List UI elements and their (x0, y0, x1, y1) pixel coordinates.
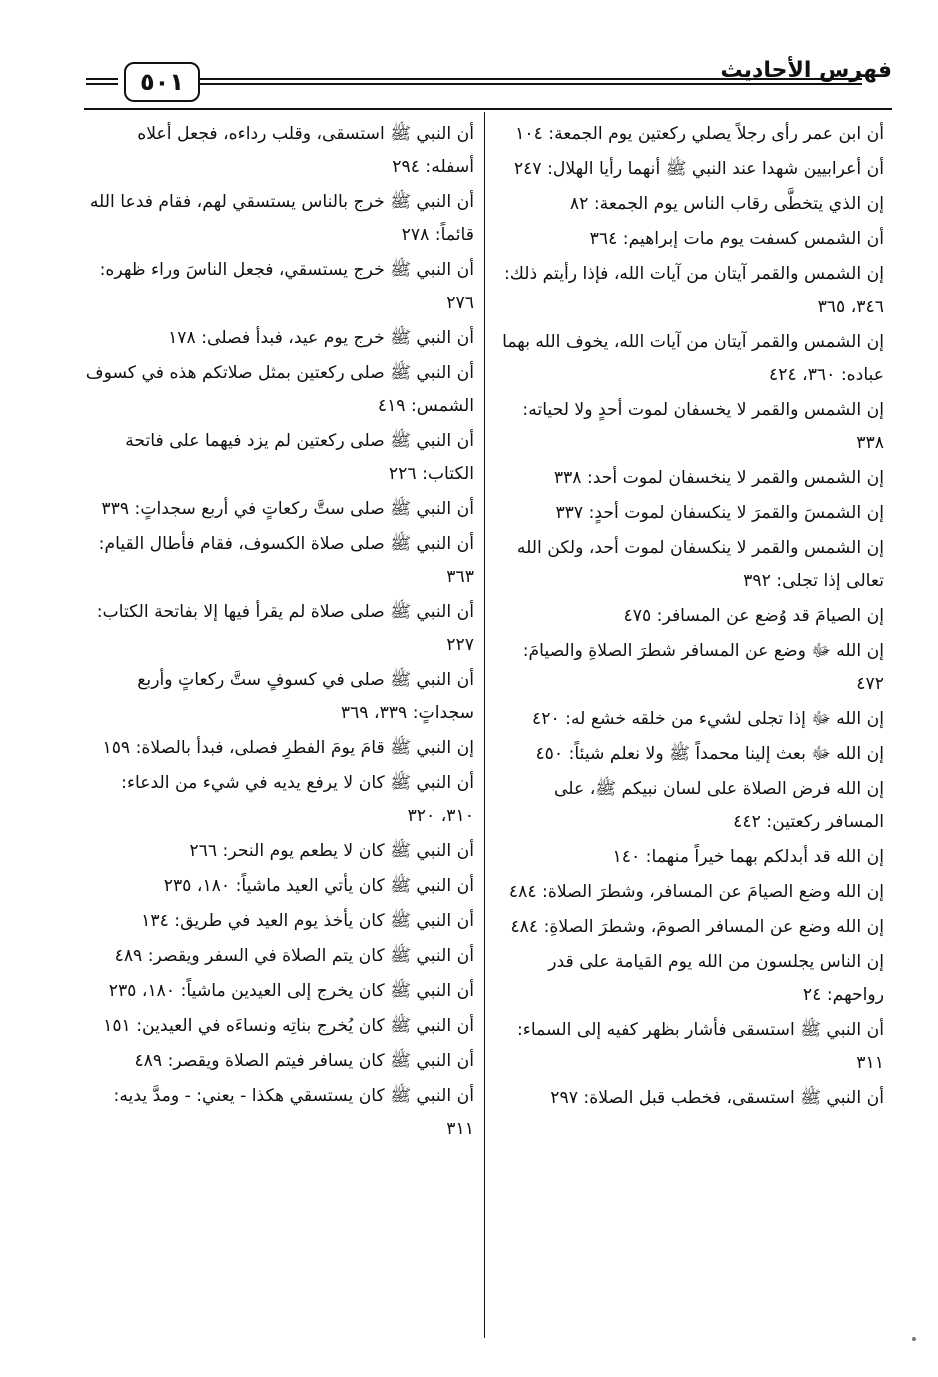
hadith-entry: إن الله ﷻ بعث إلينا محمداً ﷺ ولا نعلم شيئاً: ٤٥٠ (535, 744, 884, 764)
hadith-entry: أن النبي ﷺ استسقى، وقلب رداءه، فجعل أعلاه أسفله: ٢٩٤ (137, 124, 474, 177)
hadith-entry: أن النبي ﷺ صلى صلاة الكسوف، فقام فأطال القيام: ٣٦٣ (98, 534, 474, 587)
hadith-entry: إن الصيامَ قد وُضع عن المسافر: ٤٧٥ (623, 606, 884, 626)
hadith-entry: أن ابن عمر رأى رجلاً يصلي ركعتين يوم الجمعة: ١٠٤ (515, 124, 884, 144)
hadith-entry: إن الله وضع الصيامَ عن المسافر، وشطرَ الصلاة: ٤٨٤ (508, 882, 884, 902)
hadith-entry: إن الشمس والقمر لا يخسفان لموت أحدٍ ولا لحياته: ٣٣٨ (522, 400, 884, 453)
hadith-entry: أن النبي ﷺ كان يخرج إلى العيدين ماشياً: ١٨٠، ٢٣٥ (108, 981, 474, 1001)
hadith-entry: أن النبي ﷺ صلى في كسوفٍ ستَّ ركعاتٍ وأربع سجداتٍ: ٣٣٩، ٣٦٩ (137, 670, 474, 723)
hadith-entry: إن الله وضع عن المسافر الصومَ، وشطرَ الصلاةِ: ٤٨٤ (510, 917, 884, 937)
hadith-entry: إن الشمسَ والقمرَ لا ينكسفان لموت أحدٍ: ٣٣٧ (555, 503, 884, 523)
scan-speck (912, 1337, 916, 1341)
hadith-entry: أن الشمس كسفت يوم مات إبراهيم: ٣٦٤ (589, 229, 884, 249)
hadith-entry: أن النبي ﷺ كان يتم الصلاة في السفر ويقصر: ٤٨٩ (114, 946, 474, 966)
header-divider (84, 108, 892, 110)
hadith-entry: أن النبي ﷺ خرج يوم عيد، فبدأ فصلى: ١٧٨ (168, 328, 474, 348)
header-rule (86, 78, 118, 80)
header-rule (200, 83, 862, 85)
hadith-entry: إن الله ﷻ إذا تجلى لشيء من خلقه خشع له: ٤٢٠ (532, 709, 884, 729)
hadith-entry: إن الذي يتخطَّى رقاب الناس يوم الجمعة: ٨٢ (569, 194, 884, 214)
hadith-entry: أن النبي ﷺ كان يُخرج بناتِه ونساءَه في العيدين: ١٥١ (103, 1016, 474, 1036)
left-column (84, 118, 474, 1148)
hadith-entry: أن النبي ﷺ استسقى فأشار بظهر كفيه إلى السماء: ٣١١ (517, 1020, 884, 1073)
hadith-entry: إن الله فرض الصلاة على لسان نبيكم ﷺ، على المسافر ركعتين: ٤٤٢ (553, 779, 884, 832)
hadith-entry: إن الشمس والقمر آيتان من آيات الله، يخوف الله بهما عباده: ٣٦٠، ٤٢٤ (502, 332, 884, 385)
hadith-entry: أن النبي ﷺ صلى ركعتين بمثل صلاتكم هذه في كسوف الشمس: ٤١٩ (85, 363, 474, 416)
hadith-entry: إن الله ﷻ وضع عن المسافر شطرَ الصلاةِ والصيامَ: ٤٧٢ (522, 641, 884, 694)
page-header (84, 58, 892, 108)
hadith-entry: أن النبي ﷺ كان لا يطعم يوم النحر: ٢٦٦ (189, 841, 474, 861)
hadith-entry: أن النبي ﷺ كان يأخذ يوم العيد في طريق: ١٣٤ (141, 911, 474, 931)
hadith-entry: أن النبي ﷺ كان يسافر فيتم الصلاة ويقصر: ٤٨٩ (134, 1051, 474, 1071)
hadith-entry: أن أعرابيين شهدا عند النبي ﷺ أنهما رأيا الهلال: ٢٤٧ (513, 159, 884, 179)
hadith-entry: أن النبي ﷺ خرج بالناس يستسقي لهم، فقام فدعا الله قائماً: ٢٧٨ (89, 192, 474, 245)
hadith-entry: إن الناس يجلسون من الله يوم القيامة على قدر رواحهم: ٢٤ (548, 952, 884, 1005)
hadith-entry: إن الشمس والقمر آيتان من آيات الله، فإذا رأيتم ذلك: ٣٤٦، ٣٦٥ (503, 264, 884, 317)
column-divider (484, 112, 485, 1338)
hadith-entry: أن النبي ﷺ خرج يستسقي، فجعل الناسَ وراء ظهره: ٢٧٦ (99, 260, 474, 313)
hadith-entry: أن النبي ﷺ كان يستسقي هكذا - يعني: - ومدَّ يديه: ٣١١ (113, 1086, 474, 1139)
hadith-entry: إن الشمس والقمر لا ينكسفان لموت أحد، ولكن الله تعالى إذا تجلى: ٣٩٢ (516, 538, 884, 591)
header-rule (86, 83, 118, 85)
right-column (492, 118, 884, 1117)
hadith-entry: أن النبي ﷺ استسقى، فخطب قبل الصلاة: ٢٩٧ (550, 1088, 884, 1108)
hadith-entry: إن الشمس والقمر لا ينخسفان لموت أحد: ٣٣٨ (553, 468, 884, 488)
page-number: ٥٠١ (124, 62, 200, 102)
hadith-entry: إن النبي ﷺ قامَ يومَ الفطرِ فصلى، فبدأ بالصلاة: ١٥٩ (102, 738, 474, 758)
page-title: فهرس الأحاديث (720, 58, 892, 83)
hadith-entry: أن النبي ﷺ كان لا يرفع يديه في شيء من الدعاء: ٣١٠، ٣٢٠ (121, 773, 474, 826)
hadith-entry: أن النبي ﷺ صلى ركعتين لم يزد فيهما على فاتحة الكتاب: ٢٢٦ (125, 431, 474, 484)
hadith-entry: أن النبي ﷺ كان يأتي العيد ماشياً: ١٨٠، ٢٣٥ (163, 876, 474, 896)
hadith-entry: إن الله قد أبدلكم بهما خيراً منهما: ١٤٠ (612, 847, 884, 867)
hadith-entry: أن النبي ﷺ صلى ستَّ ركعاتٍ في أربع سجداتٍ: ٣٣٩ (101, 499, 474, 519)
hadith-entry: أن النبي ﷺ صلى صلاة لم يقرأ فيها إلا بفاتحة الكتاب: ٢٢٧ (96, 602, 474, 655)
